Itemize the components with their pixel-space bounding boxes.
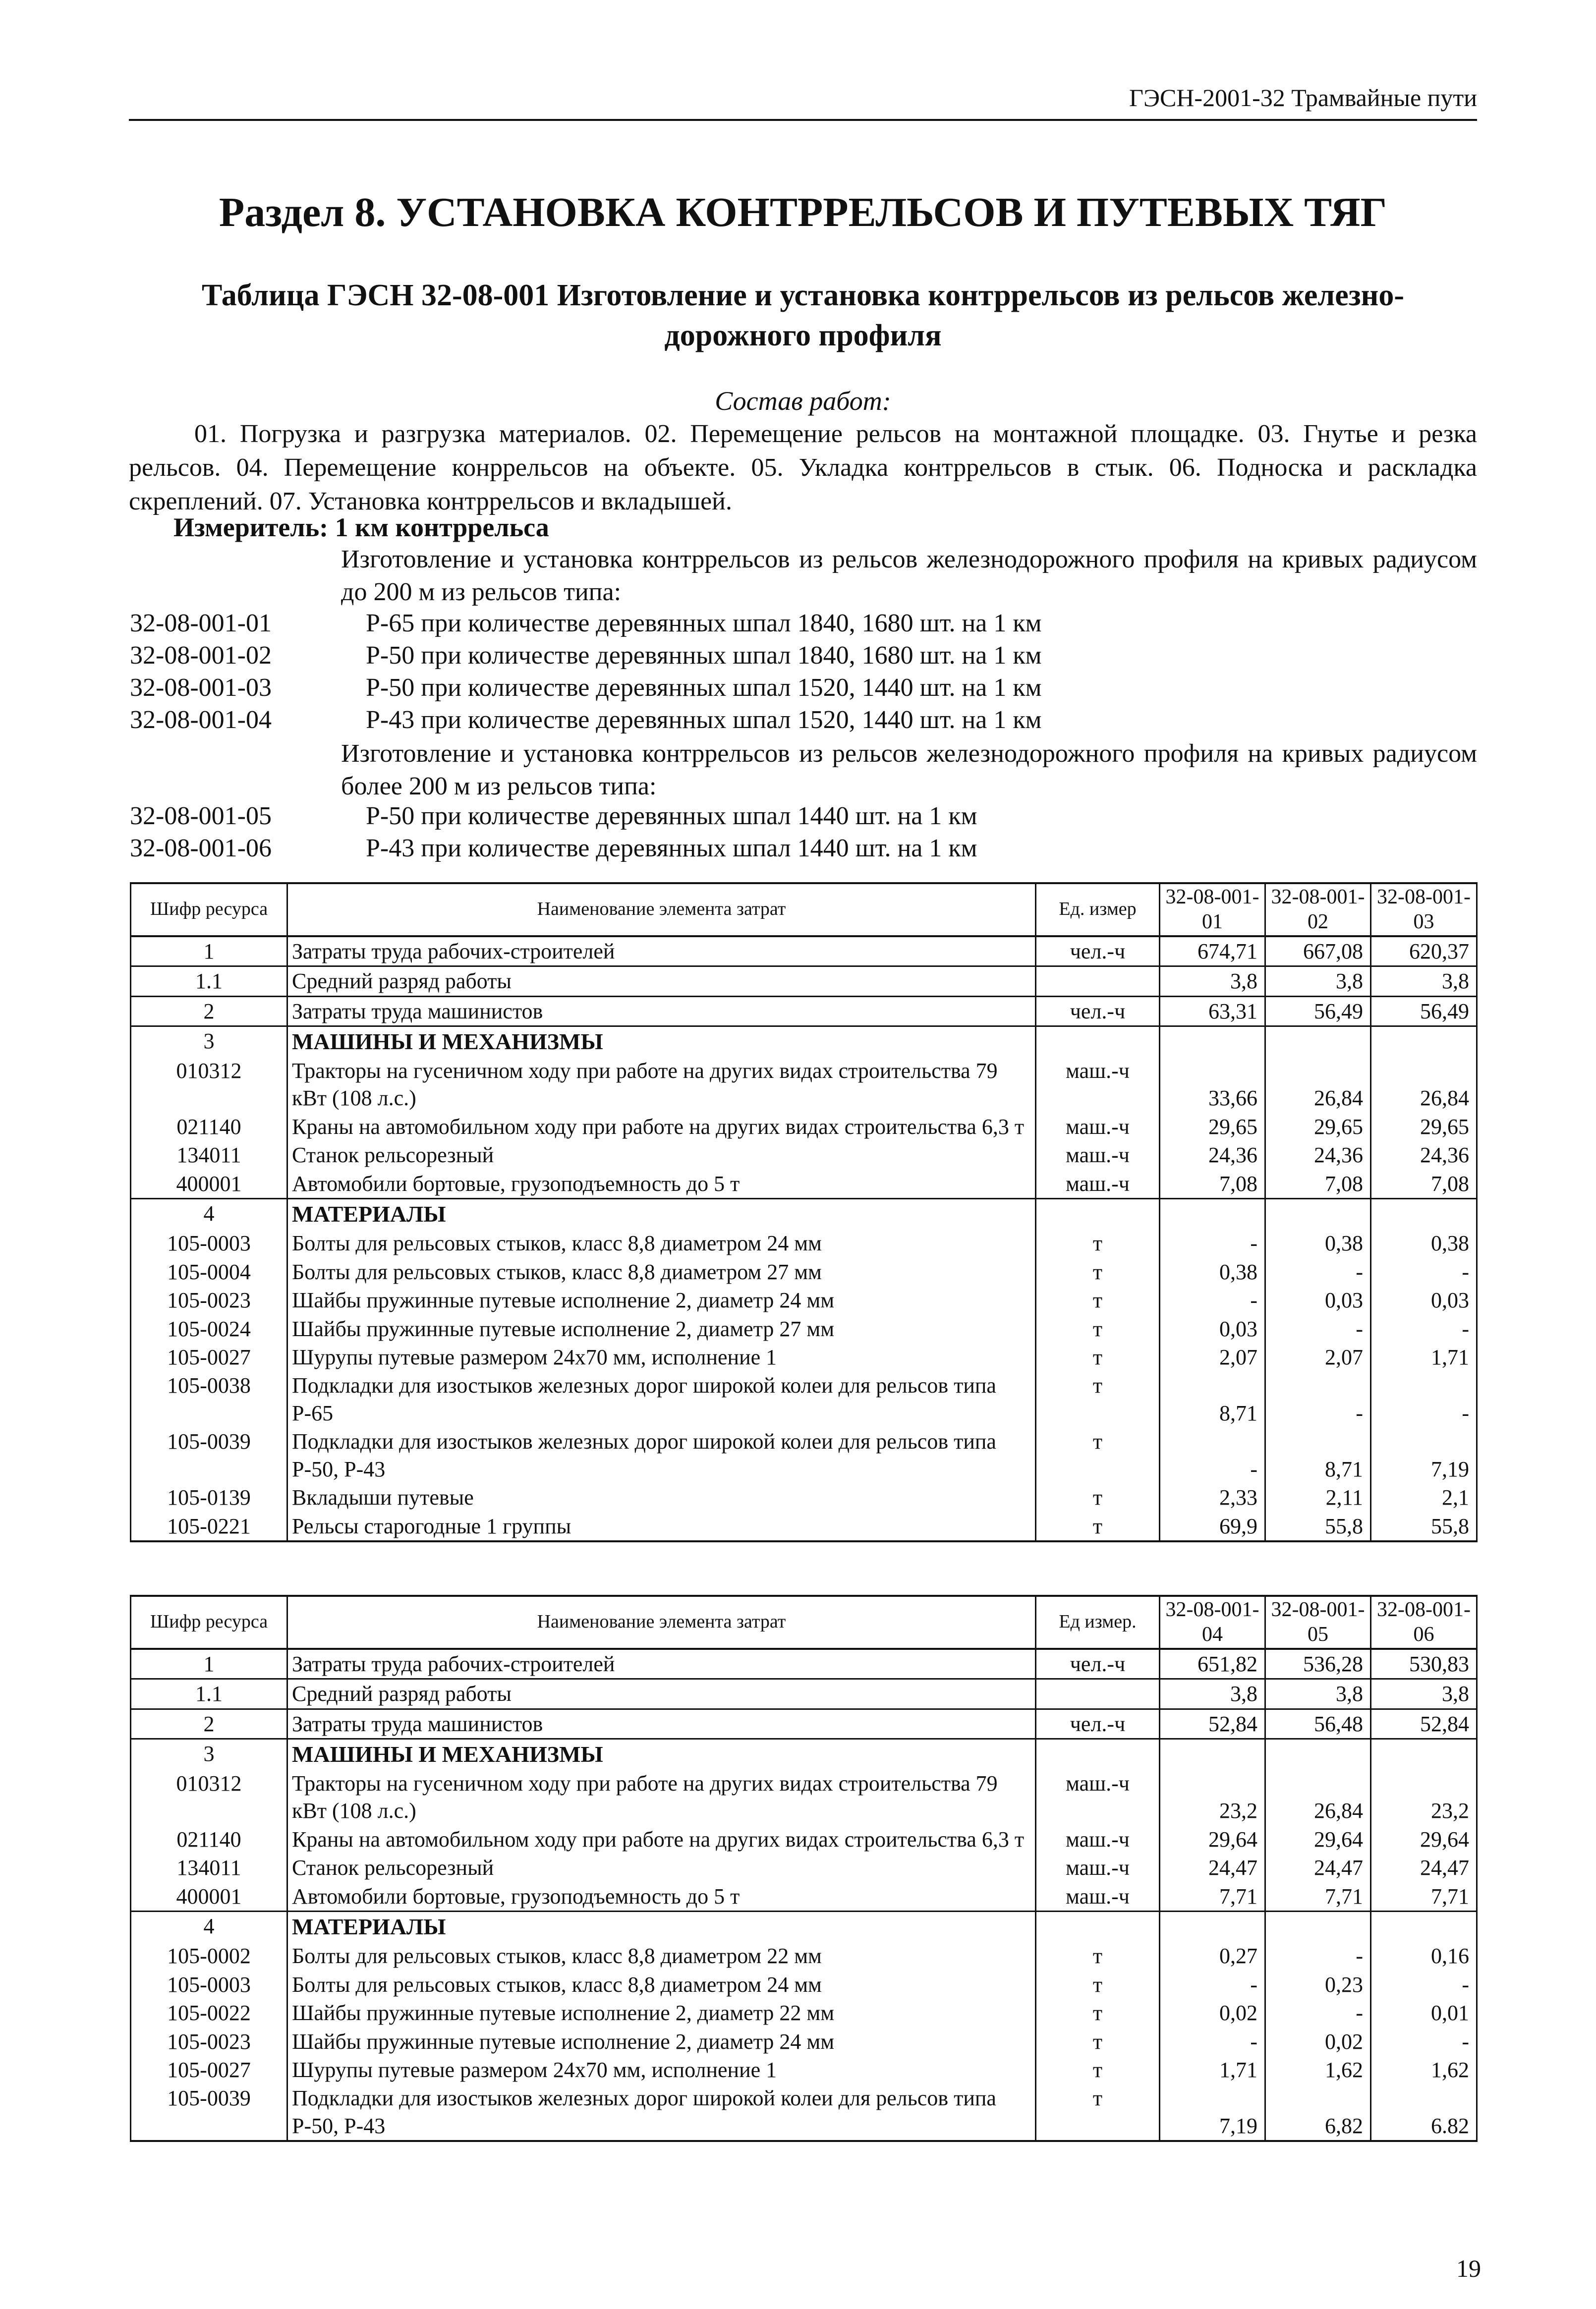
value-cell: 24,36 (1371, 1141, 1477, 1169)
value-cell: 1,71 (1160, 2056, 1265, 2084)
value-cell: 536,28 (1265, 1649, 1371, 1679)
value-cell: 23,2 (1160, 1769, 1265, 1825)
resource-code: 134011 (131, 1854, 287, 1882)
value-cell: - (1265, 1999, 1371, 2027)
norm-description: Р-43 при количестве деревянных шпал 1440 шт. на 1 км (366, 834, 977, 862)
resource-table-2 (130, 1595, 1478, 2142)
value-cell: 24,47 (1371, 1854, 1477, 1882)
value-cell: 56,49 (1265, 996, 1371, 1026)
unit-cell: т (1036, 1229, 1160, 1257)
resource-code: 105-0023 (131, 2027, 287, 2056)
table-title (149, 276, 1457, 355)
value-cell: 3,8 (1371, 966, 1477, 996)
value-cell: 667,08 (1265, 936, 1371, 966)
value-cell (1160, 1026, 1265, 1057)
value-cell: 52,84 (1371, 1709, 1477, 1739)
unit-cell: чел.-ч (1036, 1709, 1160, 1739)
value-cell: 3,8 (1265, 1679, 1371, 1709)
value-cell: 674,71 (1160, 936, 1265, 966)
value-cell: 56,49 (1371, 996, 1477, 1026)
resource-code: 105-0039 (131, 2084, 287, 2141)
table-header-row (131, 1596, 1477, 1649)
unit-cell: т (1036, 1343, 1160, 1371)
norm-code: 32-08-001-04 (130, 706, 272, 734)
value-cell: 29,65 (1160, 1113, 1265, 1141)
cost-element-name: Подкладки для изостыков железных дорог широкой колеи для рельсов типа Р-65 (287, 1371, 1036, 1427)
unit-cell: чел.-ч (1036, 996, 1160, 1026)
resource-code: 3 (131, 1026, 287, 1057)
value-cell: 3,8 (1371, 1679, 1477, 1709)
value-cell: - (1160, 2027, 1265, 2056)
cost-element-name: Затраты труда машинистов (287, 1709, 1036, 1739)
value-cell: 26,84 (1265, 1769, 1371, 1825)
value-cell: - (1371, 1258, 1477, 1286)
table-row (131, 1170, 1477, 1199)
page-number: 19 (1456, 2254, 1481, 2282)
norm-description: Р-65 при количестве деревянных шпал 1840, 1680 шт. на 1 км (366, 609, 1042, 637)
cost-element-name: Автомобили бортовые, грузоподъемность до 5 т (287, 1170, 1036, 1199)
section-title: Раздел 8. УСТАНОВКА КОНТРРЕЛЬСОВ И ПУТЕВЫХ ТЯГ (219, 189, 1387, 235)
unit-cell: т (1036, 1999, 1160, 2027)
header-rule (129, 119, 1477, 121)
value-cell: 3,8 (1265, 966, 1371, 996)
cost-element-name: Шурупы путевые размером 24х70 мм, исполнение 1 (287, 1343, 1036, 1371)
header-unit: Ед измер. (1036, 1596, 1160, 1649)
meter-line: Измеритель: 1 км контррельса (173, 512, 549, 542)
header-norm-code: 32-08-001-03 (1371, 883, 1477, 936)
table-category-row (131, 1199, 1477, 1229)
value-cell: - (1160, 1971, 1265, 1999)
table-row (131, 936, 1477, 966)
cost-element-name: Шайбы пружинные путевые исполнение 2, диаметр 24 мм (287, 2027, 1036, 2056)
resource-code: 1.1 (131, 966, 287, 996)
cost-element-name: Болты для рельсовых стыков, класс 8,8 диаметром 22 мм (287, 1942, 1036, 1970)
table-row (131, 1709, 1477, 1739)
cost-element-name: Подкладки для изостыков железных дорог широкой колеи для рельсов типа Р-50, Р-43 (287, 2084, 1036, 2141)
table-row (131, 1343, 1477, 1371)
value-cell: 0,23 (1265, 1971, 1371, 1999)
value-cell: 8,71 (1265, 1427, 1371, 1483)
cost-element-name: Средний разряд работы (287, 1679, 1036, 1709)
value-cell: - (1160, 1427, 1265, 1483)
resource-code: 105-0039 (131, 1427, 287, 1483)
table-row (131, 2027, 1477, 2056)
value-cell: 2,1 (1371, 1483, 1477, 1512)
unit-cell: маш.-ч (1036, 1141, 1160, 1169)
value-cell: 0,03 (1265, 1286, 1371, 1314)
unit-cell: т (1036, 1512, 1160, 1541)
table-row (131, 2056, 1477, 2084)
cost-element-name: МАШИНЫ И МЕХАНИЗМЫ (287, 1739, 1036, 1769)
value-cell: 69,9 (1160, 1512, 1265, 1541)
table-row (131, 1999, 1477, 2027)
value-cell: - (1371, 1371, 1477, 1427)
value-cell: 55,8 (1371, 1512, 1477, 1541)
table-row (131, 1882, 1477, 1912)
resource-code: 3 (131, 1739, 287, 1769)
resource-code: 400001 (131, 1882, 287, 1912)
header-name: Наименование элемента затрат (287, 883, 1036, 936)
unit-cell (1036, 966, 1160, 996)
table-row (131, 1512, 1477, 1541)
resource-code: 400001 (131, 1170, 287, 1199)
header-norm-code: 32-08-001-05 (1265, 1596, 1371, 1649)
resource-code: 2 (131, 1709, 287, 1739)
unit-cell: маш.-ч (1036, 1854, 1160, 1882)
table-row (131, 1113, 1477, 1141)
norm-code: 32-08-001-05 (130, 802, 272, 830)
table-header-row (131, 883, 1477, 936)
table-row (131, 1315, 1477, 1343)
unit-cell (1036, 1199, 1160, 1229)
value-cell: 52,84 (1160, 1709, 1265, 1739)
value-cell: 29,64 (1160, 1825, 1265, 1854)
cost-element-name: Станок рельсорезный (287, 1141, 1036, 1169)
resource-code: 105-0023 (131, 1286, 287, 1314)
resource-code: 105-0002 (131, 1942, 287, 1970)
value-cell: - (1371, 1315, 1477, 1343)
value-cell (1371, 1199, 1477, 1229)
table-row (131, 1649, 1477, 1679)
value-cell: - (1371, 2027, 1477, 2056)
value-cell: 1,62 (1371, 2056, 1477, 2084)
table-row (131, 1854, 1477, 1882)
resource-code: 105-0024 (131, 1315, 287, 1343)
value-cell (1371, 1739, 1477, 1769)
unit-cell: маш.-ч (1036, 1825, 1160, 1854)
unit-cell: маш.-ч (1036, 1170, 1160, 1199)
value-cell: 3,8 (1160, 1679, 1265, 1709)
norm-code: 32-08-001-01 (130, 609, 272, 637)
table-row (131, 1679, 1477, 1709)
value-cell: 29,64 (1371, 1825, 1477, 1854)
header-unit: Ед. измер (1036, 883, 1160, 936)
cost-element-name: Затраты труда рабочих-строителей (287, 1649, 1036, 1679)
table-category-row (131, 1026, 1477, 1057)
table-category-row (131, 1739, 1477, 1769)
table-row (131, 996, 1477, 1026)
value-cell: - (1160, 1286, 1265, 1314)
cost-element-name: Станок рельсорезный (287, 1854, 1036, 1882)
resource-code: 105-0022 (131, 1999, 287, 2027)
value-cell: - (1160, 1229, 1265, 1257)
cost-element-name: Шурупы путевые размером 24х70 мм, исполнение 1 (287, 2056, 1036, 2084)
resource-code: 105-0139 (131, 1483, 287, 1512)
resource-code: 1.1 (131, 1679, 287, 1709)
value-cell: 7,08 (1265, 1170, 1371, 1199)
cost-element-name: Краны на автомобильном ходу при работе на других видах строительства 6,3 т (287, 1825, 1036, 1854)
unit-cell: т (1036, 2027, 1160, 2056)
unit-cell: т (1036, 1427, 1160, 1483)
table-row (131, 966, 1477, 996)
resource-table-1 (130, 882, 1478, 1542)
value-cell: 24,36 (1265, 1141, 1371, 1169)
value-cell: 620,37 (1371, 936, 1477, 966)
norm-code: 32-08-001-02 (130, 641, 272, 670)
value-cell: 23,2 (1371, 1769, 1477, 1825)
unit-cell: т (1036, 1483, 1160, 1512)
value-cell: 33,66 (1160, 1057, 1265, 1113)
unit-cell (1036, 1912, 1160, 1942)
value-cell: 63,31 (1160, 996, 1265, 1026)
value-cell: 2,07 (1160, 1343, 1265, 1371)
value-cell: 6,82 (1265, 2084, 1371, 2141)
value-cell: - (1371, 1971, 1477, 1999)
cost-element-name: МАШИНЫ И МЕХАНИЗМЫ (287, 1026, 1036, 1057)
running-header: ГЭСН-2001-32 Трамвайные пути (1129, 84, 1477, 112)
value-cell (1371, 1026, 1477, 1057)
value-cell: 29,64 (1265, 1825, 1371, 1854)
value-cell: 0,01 (1371, 1999, 1477, 2027)
value-cell: 530,83 (1371, 1649, 1477, 1679)
value-cell: 29,65 (1371, 1113, 1477, 1141)
value-cell: 7,71 (1160, 1882, 1265, 1912)
value-cell (1160, 1912, 1265, 1942)
cost-element-name: Шайбы пружинные путевые исполнение 2, диаметр 27 мм (287, 1315, 1036, 1343)
unit-cell: т (1036, 1315, 1160, 1343)
unit-cell: т (1036, 1258, 1160, 1286)
value-cell: 55,8 (1265, 1512, 1371, 1541)
resource-code: 4 (131, 1912, 287, 1942)
resource-code: 105-0221 (131, 1512, 287, 1541)
resource-code: 105-0038 (131, 1371, 287, 1427)
value-cell (1265, 1912, 1371, 1942)
resource-code: 105-0027 (131, 2056, 287, 2084)
value-cell: 26,84 (1265, 1057, 1371, 1113)
value-cell: 1,62 (1265, 2056, 1371, 2084)
resource-code: 134011 (131, 1141, 287, 1169)
resource-code: 010312 (131, 1769, 287, 1825)
value-cell: 0,38 (1160, 1258, 1265, 1286)
resource-code: 021140 (131, 1113, 287, 1141)
table-row (131, 1286, 1477, 1314)
resource-code: 105-0004 (131, 1258, 287, 1286)
value-cell: 26,84 (1371, 1057, 1477, 1113)
header-name: Наименование элемента затрат (287, 1596, 1036, 1649)
cost-element-name: Болты для рельсовых стыков, класс 8,8 диаметром 24 мм (287, 1229, 1036, 1257)
cost-element-name: Затраты труда машинистов (287, 996, 1036, 1026)
value-cell (1265, 1026, 1371, 1057)
header-norm-code: 32-08-001-06 (1371, 1596, 1477, 1649)
table-row (131, 1825, 1477, 1854)
cost-element-name: Болты для рельсовых стыков, класс 8,8 диаметром 27 мм (287, 1258, 1036, 1286)
unit-cell: маш.-ч (1036, 1882, 1160, 1912)
value-cell: - (1265, 1315, 1371, 1343)
resource-code: 021140 (131, 1825, 287, 1854)
value-cell: 0,03 (1371, 1286, 1477, 1314)
cost-element-name: Автомобили бортовые, грузоподъемность до 5 т (287, 1882, 1036, 1912)
value-cell: 24,36 (1160, 1141, 1265, 1169)
value-cell: 0,38 (1371, 1229, 1477, 1257)
header-code: Шифр ресурса (131, 883, 287, 936)
norm-description: Р-50 при количестве деревянных шпал 1520, 1440 шт. на 1 км (366, 674, 1042, 702)
value-cell: 7,19 (1371, 1427, 1477, 1483)
cost-element-name: Болты для рельсовых стыков, класс 8,8 диаметром 24 мм (287, 1971, 1036, 1999)
value-cell: 7,08 (1160, 1170, 1265, 1199)
unit-cell: маш.-ч (1036, 1769, 1160, 1825)
value-cell: 1,71 (1371, 1343, 1477, 1371)
table-row (131, 1258, 1477, 1286)
table-row (131, 2084, 1477, 2141)
table-title-line-1: Таблица ГЭСН 32-08-001 Изготовление и установка контррельсов из рельсов железно- (202, 279, 1404, 312)
group1-intro: Изготовление и установка контррельсов из рельсов железнодорожного профиля на кривых радиусом до 200 м из рельсов типа: (341, 545, 1477, 606)
resource-code: 1 (131, 1649, 287, 1679)
resource-code: 1 (131, 936, 287, 966)
table-row (131, 1971, 1477, 1999)
resource-code: 010312 (131, 1057, 287, 1113)
unit-cell: т (1036, 2056, 1160, 2084)
cost-element-name: Тракторы на гусеничном ходу при работе на других видах строительства 79 кВт (108 л.с.) (287, 1057, 1036, 1113)
cost-element-name: Затраты труда рабочих-строителей (287, 936, 1036, 966)
cost-element-name: Краны на автомобильном ходу при работе на других видах строительства 6,3 т (287, 1113, 1036, 1141)
unit-cell: т (1036, 1286, 1160, 1314)
value-cell: 7,71 (1371, 1882, 1477, 1912)
table-row (131, 1942, 1477, 1970)
value-cell: 7,71 (1265, 1882, 1371, 1912)
resource-code: 105-0003 (131, 1229, 287, 1257)
cost-element-name: Шайбы пружинные путевые исполнение 2, диаметр 24 мм (287, 1286, 1036, 1314)
value-cell (1265, 1739, 1371, 1769)
value-cell: 24,47 (1160, 1854, 1265, 1882)
unit-cell: маш.-ч (1036, 1113, 1160, 1141)
cost-element-name: Подкладки для изостыков железных дорог широкой колеи для рельсов типа Р-50, Р-43 (287, 1427, 1036, 1483)
unit-cell (1036, 1739, 1160, 1769)
norm-description: Р-50 при количестве деревянных шпал 1840, 1680 шт. на 1 км (366, 641, 1042, 670)
cost-element-name: Тракторы на гусеничном ходу при работе на других видах строительства 79 кВт (108 л.с.) (287, 1769, 1036, 1825)
value-cell: 7,08 (1371, 1170, 1477, 1199)
value-cell: 2,11 (1265, 1483, 1371, 1512)
table-row (131, 1229, 1477, 1257)
table-row (131, 1427, 1477, 1483)
unit-cell (1036, 1679, 1160, 1709)
value-cell: 7,19 (1160, 2084, 1265, 2141)
cost-element-name: МАТЕРИАЛЫ (287, 1912, 1036, 1942)
table-category-row (131, 1912, 1477, 1942)
value-cell: 2,33 (1160, 1483, 1265, 1512)
table-row (131, 1483, 1477, 1512)
value-cell: 29,65 (1265, 1113, 1371, 1141)
norm-description: Р-43 при количестве деревянных шпал 1520, 1440 шт. на 1 км (366, 706, 1042, 734)
cost-element-name: МАТЕРИАЛЫ (287, 1199, 1036, 1229)
header-norm-code: 32-08-001-01 (1160, 883, 1265, 936)
value-cell: 0,02 (1160, 1999, 1265, 2027)
header-norm-code: 32-08-001-02 (1265, 883, 1371, 936)
cost-element-name: Средний разряд работы (287, 966, 1036, 996)
header-code: Шифр ресурса (131, 1596, 287, 1649)
value-cell: 2,07 (1265, 1343, 1371, 1371)
value-cell: 8,71 (1160, 1371, 1265, 1427)
norm-description: Р-50 при количестве деревянных шпал 1440 шт. на 1 км (366, 802, 977, 830)
work-composition-caption: Состав работ: (715, 386, 891, 416)
unit-cell: маш.-ч (1036, 1057, 1160, 1113)
unit-cell: чел.-ч (1036, 1649, 1160, 1679)
value-cell (1160, 1199, 1265, 1229)
norm-code: 32-08-001-03 (130, 674, 272, 702)
table-row (131, 1371, 1477, 1427)
value-cell: 0,03 (1160, 1315, 1265, 1343)
cost-element-name: Шайбы пружинные путевые исполнение 2, диаметр 22 мм (287, 1999, 1036, 2027)
value-cell: 24,47 (1265, 1854, 1371, 1882)
value-cell: - (1265, 1942, 1371, 1970)
unit-cell: т (1036, 1971, 1160, 1999)
value-cell: - (1265, 1371, 1371, 1427)
value-cell: 0,16 (1371, 1942, 1477, 1970)
table-row (131, 1057, 1477, 1113)
value-cell: 0,02 (1265, 2027, 1371, 2056)
value-cell: 651,82 (1160, 1649, 1265, 1679)
value-cell (1160, 1739, 1265, 1769)
resource-code: 4 (131, 1199, 287, 1229)
resource-code: 2 (131, 996, 287, 1026)
value-cell: 3,8 (1160, 966, 1265, 996)
unit-cell: чел.-ч (1036, 936, 1160, 966)
value-cell: 0,38 (1265, 1229, 1371, 1257)
work-composition-text: 01. Погрузка и разгрузка материалов. 02. Перемещение рельсов на монтажной площадке. 03. Гнутье и резка рельсов. 04. Перемещение конррельсов на объекте. 05. Укладка контррельсов в стык. 06. Подноска и раскладка скреплений. 07. Установка контррельсов и вкладышей. (129, 420, 1477, 516)
unit-cell: т (1036, 1371, 1160, 1427)
cost-element-name: Вкладыши путевые (287, 1483, 1036, 1512)
group2-intro: Изготовление и установка контррельсов из рельсов железнодорожного профиля на кривых радиусом более 200 м из рельсов типа: (341, 739, 1477, 800)
value-cell: - (1265, 1258, 1371, 1286)
norm-code: 32-08-001-06 (130, 834, 272, 862)
header-norm-code: 32-08-001-04 (1160, 1596, 1265, 1649)
table-row (131, 1141, 1477, 1169)
table-row (131, 1769, 1477, 1825)
unit-cell: т (1036, 1942, 1160, 1970)
value-cell: 6.82 (1371, 2084, 1477, 2141)
resource-code: 105-0027 (131, 1343, 287, 1371)
value-cell: 56,48 (1265, 1709, 1371, 1739)
unit-cell: т (1036, 2084, 1160, 2141)
resource-code: 105-0003 (131, 1971, 287, 1999)
table-title-line-2: дорожного профиля (664, 318, 942, 352)
value-cell (1265, 1199, 1371, 1229)
value-cell: 0,27 (1160, 1942, 1265, 1970)
unit-cell (1036, 1026, 1160, 1057)
cost-element-name: Рельсы старогодные 1 группы (287, 1512, 1036, 1541)
value-cell (1371, 1912, 1477, 1942)
